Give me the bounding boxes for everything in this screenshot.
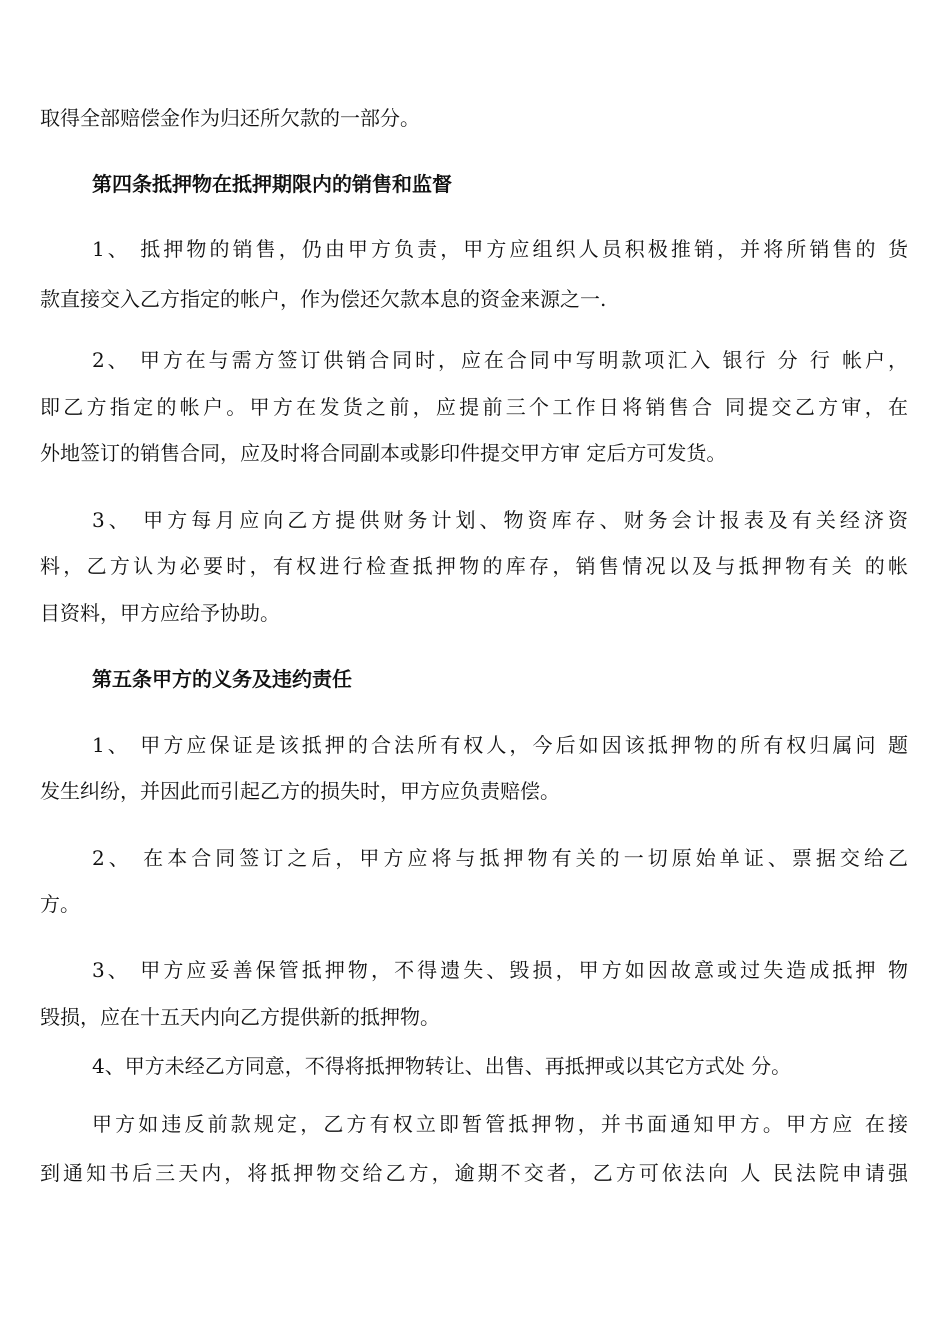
paragraph-line: 发生纠纷，并因此而引起乙方的损失时，甲方应负责赔偿。	[40, 779, 560, 803]
paragraph-line: 目资料，甲方应给予协助。	[40, 601, 280, 625]
paragraph-line: 方。	[40, 892, 80, 916]
paragraph-line: 毁损，应在十五天内向乙方提供新的抵押物。	[40, 1005, 440, 1029]
paragraph-line: 2、 在本合同签订之后，甲方应将与抵押物有关的一切原始单证、票据交给乙	[92, 846, 908, 870]
paragraph-line: 款直接交入乙方指定的帐户，作为偿还欠款本息的资金来源之一.	[40, 287, 607, 311]
paragraph-line: 4、甲方未经乙方同意，不得将抵押物转让、出售、再抵押或以其它方式处 分。	[92, 1054, 792, 1078]
paragraph-line: 料，乙方认为必要时，有权进行检查抵押物的库存，销售情况以及与抵押物有关 的帐	[40, 554, 908, 578]
section-heading-article-5: 第五条甲方的义务及违约责任	[92, 667, 352, 691]
paragraph-line: 取得全部赔偿金作为归还所欠款的一部分。	[40, 106, 420, 130]
paragraph-line: 2、 甲方在与需方签订供销合同时，应在合同中写明款项汇入 银行 分 行 帐户，	[92, 348, 908, 372]
paragraph-line: 3、 甲方应妥善保管抵押物，不得遗失、毁损，甲方如因故意或过失造成抵押 物	[92, 958, 908, 982]
section-heading-article-4: 第四条抵押物在抵押期限内的销售和监督	[92, 172, 452, 196]
paragraph-line: 甲方如违反前款规定，乙方有权立即暂管抵押物，并书面通知甲方。甲方应 在接	[92, 1112, 908, 1136]
paragraph-line: 到通知书后三天内，将抵押物交给乙方，逾期不交者，乙方可依法向 人 民法院申请强	[40, 1161, 908, 1185]
paragraph-line: 3、 甲方每月应向乙方提供财务计划、物资库存、财务会计报表及有关经济资	[92, 508, 908, 532]
paragraph-line: 1、 甲方应保证是该抵押的合法所有权人，今后如因该抵押物的所有权归属问 题	[92, 733, 908, 757]
paragraph-line: 即乙方指定的帐户。甲方在发货之前，应提前三个工作日将销售合 同提交乙方审，在	[40, 395, 908, 419]
paragraph-line: 1、 抵押物的销售，仍由甲方负责，甲方应组织人员积极推销，并将所销售的 货	[92, 237, 908, 261]
paragraph-line: 外地签订的销售合同，应及时将合同副本或影印件提交甲方审 定后方可发货。	[40, 441, 727, 465]
